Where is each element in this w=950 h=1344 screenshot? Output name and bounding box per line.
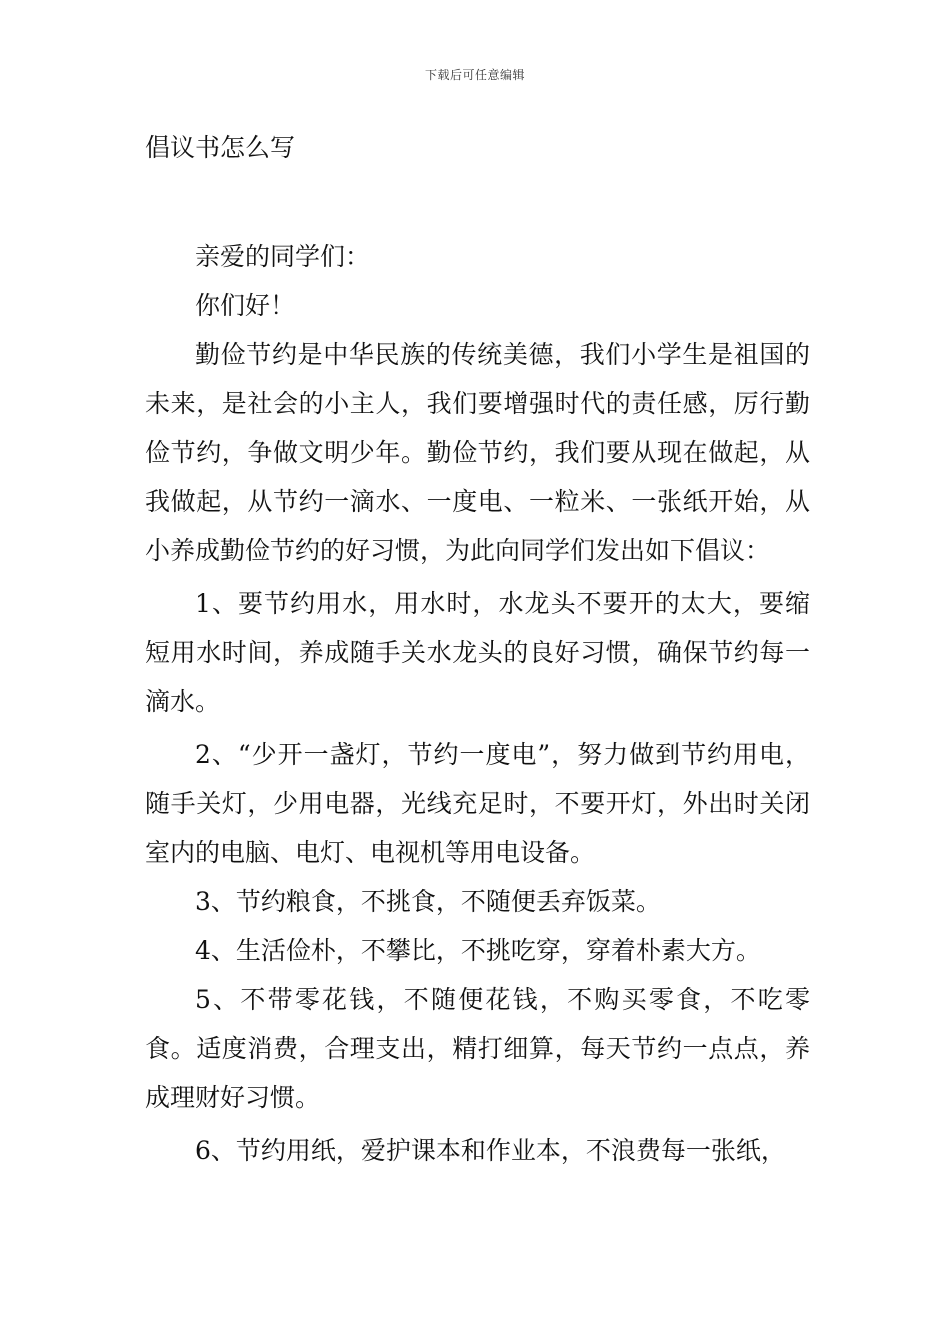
proposal-item-3: 3、节约粮食，不挑食，不随便丢弃饭菜。 bbox=[195, 887, 661, 916]
proposal-item-4: 4、生活俭朴，不攀比，不挑吃穿，穿着朴素大方。 bbox=[195, 936, 761, 965]
proposal-item-5: 5、不带零花钱，不随便花钱，不购买零食，不吃零食。适度消费，合理支出，精打细算，每天节约一点点，养成理财好习惯。 bbox=[145, 985, 810, 1112]
proposal-item-2: 2、“少开一盏灯，节约一度电”，努力做到节约用电，随手关灯，少用电器，光线充足时，不要开灯，外出时关闭室内的电脑、电灯、电视机等用电设备。 bbox=[145, 740, 810, 867]
proposal-item-6: 6、节约用纸，爱护课本和作业本，不浪费每一张纸， bbox=[195, 1136, 786, 1165]
document-title: 倡议书怎么写 bbox=[145, 133, 296, 162]
document-body bbox=[145, 232, 810, 1175]
proposal-item-1: 1、要节约用水，用水时，水龙头不要开的太大，要缩短用水时间，养成随手关水龙头的良好习惯，确保节约每一滴水。 bbox=[145, 589, 810, 716]
salutation-paragraph: 你们好！ bbox=[195, 291, 296, 320]
intro-paragraph: 勤俭节约是中华民族的传统美德，我们小学生是祖国的未来，是社会的小主人，我们要增强时代的责任感，厉行勤俭节约，争做文明少年。勤俭节约，我们要从现在做起，从我做起，从节约一滴水、一度电、一粒米、一张纸开始，从小养成勤俭节约的好习惯，为此向同学们发出如下倡议： bbox=[145, 340, 810, 565]
greeting-paragraph: 亲爱的同学们： bbox=[195, 242, 371, 271]
page-header-note: 下载后可任意编辑 bbox=[424, 68, 525, 82]
